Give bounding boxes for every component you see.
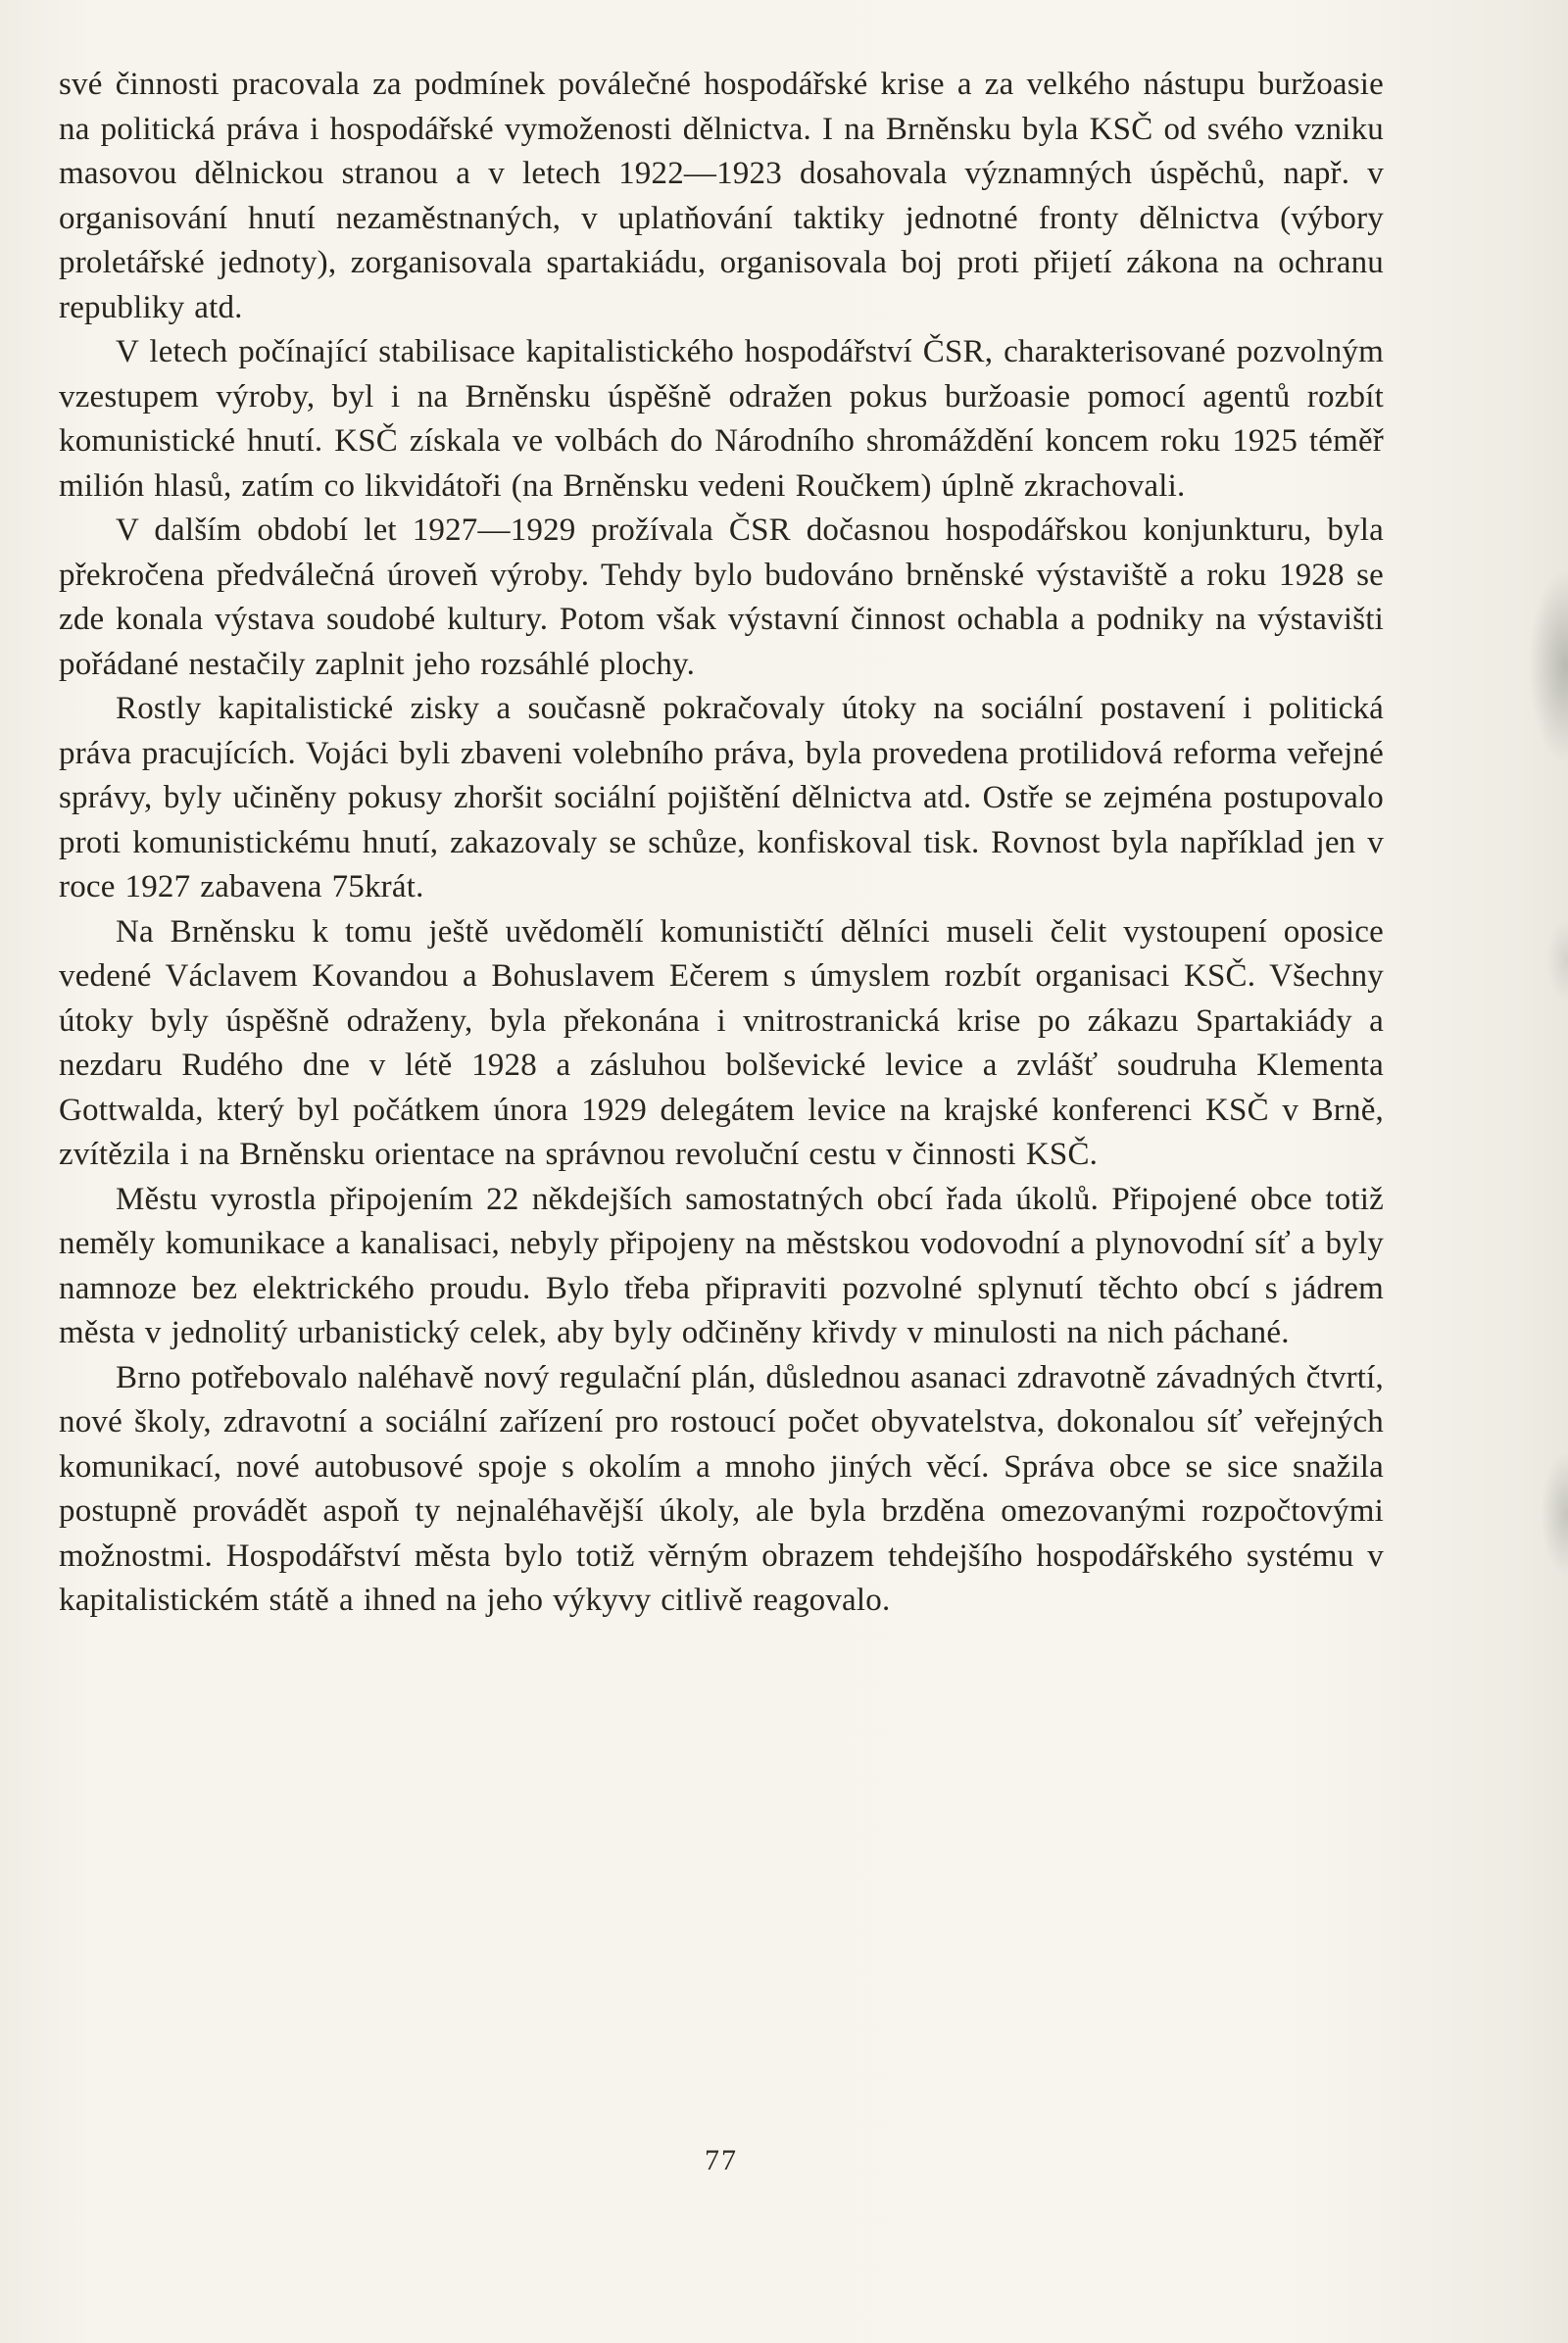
paragraph: Brno potřebovalo naléhavě nový regulační plán, důslednou asanaci zdravotně závadných čtvrtí, nové školy, zdravotní a sociální zařízení pro rostoucí počet obyvatelstva, dokonalou síť veřejných komunikací, nové autobusové spoje s okolím a mnoho jiných věcí. Správa obce se sice snažila postupně provádět aspoň ty nejnaléhavější úkoly, ale byla brzděna omezovanými rozpočtovými možnostmi. Hospodářství města bylo totiž věrným obrazem tehdejšího hospodářského systému v kapitalistickém státě a ihned na jeho výkyvy citlivě reagovalo. [59,1359,1384,1618]
paragraph: Rostly kapitalistické zisky a současně pokračovaly útoky na sociální postavení i politická práva pracujících. Vojáci byli zbaveni volebního práva, byla provedena protilidová reforma veřejné správy, byly učiněny pokusy zhoršit sociální pojištění dělnictva atd. Ostře se zejména postupovalo proti komunistickému hnutí, zakazovaly se schůze, konfiskoval tisk. Rovnost byla například jen v roce 1927 zabavena 75krát. [59,691,1384,904]
paragraph: Městu vyrostla připojením 22 někdejších samostatných obcí řada úkolů. Připojené obce totiž neměly komunikace a kanalisaci, nebyly připojeny na městskou vodovodní a plynovodní síť a byly namnoze bez elektrického proudu. Bylo třeba připraviti pozvolné splynutí těchto obcí s jádrem města v jednolitý urbanistický celek, aby byly odčiněny křivdy v minulosti na nich páchané. [59,1181,1384,1350]
paragraph: Na Brněnsku k tomu ještě uvědomělí komunističtí dělníci museli čelit vystoupení oposice vedené Václavem Kovandou a Bohuslavem Ečerem s úmyslem rozbít organisaci KSČ. Všechny útoky byly úspěšně odraženy, byla překonána i vnitrostranická krise po zákazu Spartakiády a nezdaru Rudého dne v létě 1928 a zásluhou bolševické levice a zvlášť soudruha Klementa Gottwalda, který byl počátkem února 1929 delegátem levice na krajské konferenci KSČ v Brně, zvítězila i na Brněnsku orientace na správnou revoluční cestu v činnosti KSČ. [59,913,1384,1172]
page-number: 77 [705,2144,738,2176]
paragraph: V letech počínající stabilisace kapitalistického hospodářství ČSR, charakterisované pozvolným vzestupem výroby, byl i na Brněnsku úspěšně odražen pokus buržoasie pomocí agentů rozbít komunistické hnutí. KSČ získala ve volbách do Národního shromáždění koncem roku 1925 téměř milión hlasů, zatím co likvidátoři (na Brněnsku vedeni Roučkem) úplně zkrachovali. [59,334,1384,504]
paragraph: své činnosti pracovala za podmínek poválečné hospodářské krise a za velkého nástupu buržoasie na politická práva i hospodářské vymoženosti dělnictva. I na Brněnsku byla KSČ od svého vzniku masovou dělnickou stranou a v letech 1922—1923 dosahovala významných úspěchů, např. v organisování hnutí nezaměstnaných, v uplatňování taktiky jednotné fronty dělnictva (výbory proletářské jednoty), zorganisovala spartakiádu, organisovala boj proti přijetí zákona na ochranu republiky atd. [59,67,1384,325]
body-text-block [59,63,1384,1624]
paragraph: V dalším období let 1927—1929 prožívala ČSR dočasnou hospodářskou konjunkturu, byla překročena předválečná úroveň výroby. Tehdy bylo budováno brněnské výstaviště a roku 1928 se zde konala výstava soudobé kultury. Potom však výstavní činnost ochabla a podniky na výstavišti pořádané nestačily zaplnit jeho rozsáhlé plochy. [59,513,1384,682]
